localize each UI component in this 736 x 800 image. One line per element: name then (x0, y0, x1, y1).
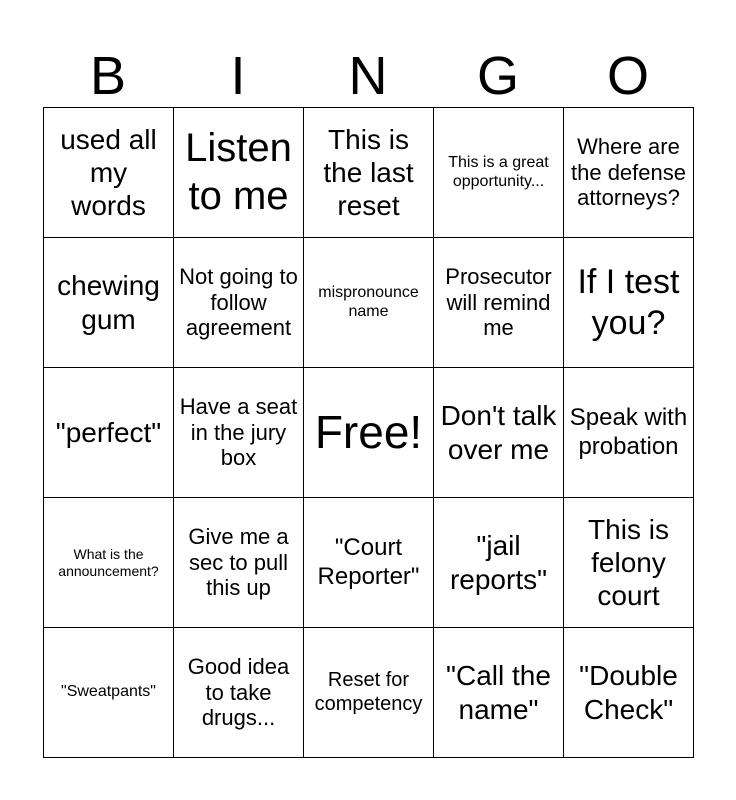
bingo-cell[interactable] (564, 628, 694, 758)
bingo-cell[interactable] (434, 108, 564, 238)
cell-text: Reset for competency (314, 668, 423, 715)
cell-text: "Court Reporter" (317, 534, 420, 590)
cell-text: Where are the defense attorneys? (571, 133, 686, 211)
bingo-cell[interactable] (304, 498, 434, 628)
cell-text: Prosecutor will remind me (445, 263, 552, 341)
cell-text: "Call the name" (446, 660, 551, 725)
bingo-cell[interactable] (434, 238, 564, 368)
free-space-cell[interactable] (304, 368, 434, 498)
cell-text: This is felony court (588, 513, 669, 612)
cell-text: used all my words (60, 123, 157, 222)
header-letter-i: I (230, 46, 246, 106)
cell-text: This is the last reset (323, 123, 414, 222)
bingo-cell[interactable] (44, 368, 174, 498)
cell-text: mispronounce name (318, 283, 419, 320)
header-letter-g: G (476, 46, 519, 106)
bingo-cell[interactable] (174, 628, 304, 758)
bingo-cell[interactable] (174, 238, 304, 368)
bingo-cell[interactable] (304, 628, 434, 758)
bingo-card-grid (43, 107, 694, 758)
header-letter-n: N (348, 46, 388, 106)
bingo-cell[interactable] (174, 108, 304, 238)
header-letter-o: O (606, 46, 649, 106)
bingo-cell[interactable] (564, 238, 694, 368)
cell-text: chewing gum (57, 270, 160, 335)
cell-text: Don't talk over me (440, 400, 557, 465)
bingo-cell[interactable] (434, 498, 564, 628)
bingo-cell[interactable] (564, 498, 694, 628)
cell-text: Speak with probation (569, 404, 688, 460)
cell-text: If I test you? (577, 263, 680, 342)
bingo-cell[interactable] (174, 368, 304, 498)
bingo-cell[interactable] (564, 108, 694, 238)
bingo-cell[interactable] (434, 628, 564, 758)
cell-text: What is the announcement? (58, 545, 159, 579)
bingo-cell[interactable] (564, 368, 694, 498)
cell-text: Not going to follow agreement (179, 263, 298, 341)
cell-text: "jail reports" (449, 530, 548, 595)
bingo-cell[interactable] (434, 368, 564, 498)
bingo-cell[interactable] (44, 628, 174, 758)
cell-text: Give me a sec to pull this up (188, 523, 289, 601)
cell-text: Listen to me (185, 126, 292, 218)
free-space-text: Free! (314, 406, 423, 459)
cell-text: "perfect" (55, 416, 162, 448)
cell-text: This is a great opportunity... (448, 153, 549, 190)
bingo-cell[interactable] (44, 108, 174, 238)
header-letter-b: B (89, 46, 127, 106)
bingo-cell[interactable] (304, 238, 434, 368)
cell-text: Good idea to take drugs... (187, 653, 290, 731)
bingo-cell[interactable] (174, 498, 304, 628)
cell-text: "Double Check" (579, 660, 678, 725)
cell-text: Have a seat in the jury box (179, 393, 298, 471)
cell-text: "Sweatpants" (61, 683, 156, 701)
bingo-cell[interactable] (44, 238, 174, 368)
bingo-header (43, 46, 693, 106)
bingo-cell[interactable] (44, 498, 174, 628)
bingo-cell[interactable] (304, 108, 434, 238)
